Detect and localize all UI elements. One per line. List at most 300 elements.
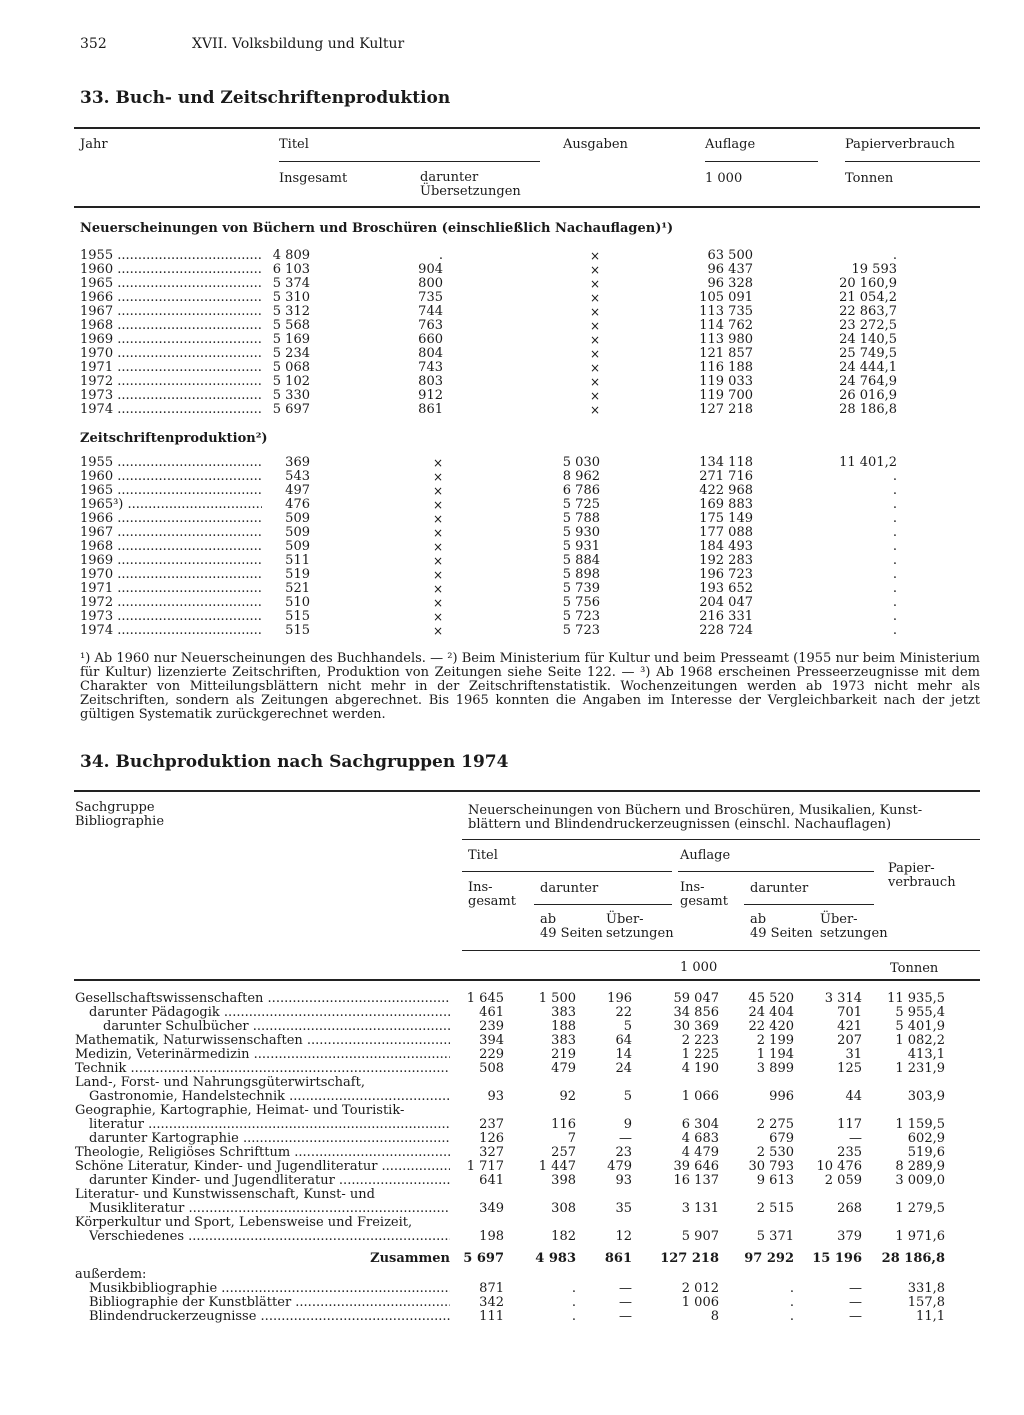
books-cell: 5 374: [272, 276, 310, 291]
row-cell: 35: [615, 1201, 632, 1216]
row-cell: 602,9: [907, 1131, 945, 1146]
unit-tonnen: Tonnen: [845, 171, 894, 186]
header-line: Übersetzungen: [420, 184, 521, 199]
row-label: darunter Kinder- und Jugendliteratur .....: [89, 1174, 450, 1188]
mag-year: 1966 .....: [80, 512, 262, 526]
header-line: ab: [750, 912, 767, 927]
row-cell: —: [849, 1281, 862, 1296]
row-cell: 24: [615, 1061, 632, 1076]
row-cell: 2 012: [681, 1281, 719, 1296]
books-row: [0, 375, 1024, 389]
mag-cell: 192 283: [699, 553, 753, 568]
row-label: Theologie, Religiöses Schrifttum .....: [75, 1146, 450, 1160]
page-number: 352: [80, 36, 107, 52]
books-year: 1969 .....: [80, 333, 262, 347]
row-label: außerdem:: [75, 1267, 147, 1282]
table34-row-head: [0, 1188, 1024, 1202]
row-cell: 1 231,9: [895, 1061, 945, 1076]
table34-row: [0, 1062, 1024, 1076]
books-cell: ×: [589, 263, 600, 277]
mag-cell: 369: [285, 455, 310, 470]
col34-auf-uebersetzungen: [820, 913, 888, 941]
row-cell: —: [619, 1131, 632, 1146]
mag-cell: 519: [285, 567, 310, 582]
mag-cell: 543: [285, 469, 310, 484]
mag-year: 1955 .....: [80, 456, 262, 470]
row-cell: 331,8: [907, 1281, 945, 1296]
table34-row: [0, 1230, 1024, 1244]
row-cell: —: [849, 1295, 862, 1310]
books-cell: 5 312: [272, 304, 310, 319]
table34-row: [0, 1006, 1024, 1020]
books-row: [0, 291, 1024, 305]
mag-cell: 6 786: [562, 483, 600, 498]
books-row: [0, 319, 1024, 333]
header-line: Sachgruppe: [75, 800, 155, 815]
row-label: Gesellschaftswissenschaften .....: [75, 992, 450, 1006]
row-cell: 479: [551, 1061, 576, 1076]
row-cell: 2 059: [824, 1173, 862, 1188]
books-cell: 96 437: [707, 262, 753, 277]
row-cell: 24 404: [748, 1005, 794, 1020]
row-cell: 125: [837, 1061, 862, 1076]
row-cell: 3 009,0: [895, 1173, 945, 1188]
rule: [74, 979, 980, 981]
row-cell: 4 983: [535, 1251, 576, 1266]
row-cell: 64: [615, 1033, 632, 1048]
rule: [279, 161, 540, 162]
row-cell: 871: [479, 1281, 504, 1296]
row-cell: 1 447: [538, 1159, 576, 1174]
mag-cell: .: [892, 525, 897, 540]
header-line: darunter: [420, 170, 479, 185]
mag-year: 1968 .....: [80, 540, 262, 554]
mag-cell: 5 725: [562, 497, 600, 512]
mag-cell: 169 883: [699, 497, 753, 512]
row-cell: 303,9: [907, 1089, 945, 1104]
table34-row-head: [0, 1216, 1024, 1230]
row-cell: 7: [567, 1131, 576, 1146]
books-cell: 20 160,9: [839, 276, 897, 291]
mag-year: 1965³) .....: [80, 498, 262, 512]
books-cell: ×: [589, 389, 600, 403]
row-cell: .: [789, 1309, 794, 1324]
row-cell: 861: [604, 1251, 632, 1266]
mag-cell: 5 898: [562, 567, 600, 582]
row-cell: 126: [479, 1131, 504, 1146]
row-cell: 93: [487, 1089, 504, 1104]
mag-row: [0, 554, 1024, 568]
mag-cell: 509: [285, 511, 310, 526]
books-row: [0, 305, 1024, 319]
books-cell: 735: [418, 290, 443, 305]
col-auflage: Auflage: [705, 137, 756, 152]
row-cell: 1 082,2: [895, 1033, 945, 1048]
table34-row-head: [0, 1104, 1024, 1118]
row-label: Zusammen: [370, 1251, 450, 1266]
row-cell: 508: [479, 1061, 504, 1076]
books-cell: 113 980: [699, 332, 753, 347]
table34-row: [0, 1160, 1024, 1174]
row-cell: .: [571, 1281, 576, 1296]
mag-cell: ×: [432, 596, 443, 610]
row-cell: 3 314: [824, 991, 862, 1006]
books-cell: 5 102: [272, 374, 310, 389]
table34-ausserdem: [0, 1268, 1024, 1282]
mag-row: [0, 526, 1024, 540]
rule: [462, 871, 672, 872]
books-cell: 22 863,7: [839, 304, 897, 319]
books-cell: 743: [418, 360, 443, 375]
mag-cell: 271 716: [699, 469, 753, 484]
row-cell: 268: [837, 1201, 862, 1216]
row-cell: .: [571, 1309, 576, 1324]
row-cell: 34 856: [673, 1005, 719, 1020]
col34-auf-insgesamt: [680, 881, 728, 909]
row-cell: 239: [479, 1019, 504, 1034]
mag-cell: 511: [285, 553, 310, 568]
header-line: setzungen: [606, 926, 674, 941]
mag-cell: 5 723: [562, 609, 600, 624]
books-row: [0, 263, 1024, 277]
row-cell: 641: [479, 1173, 504, 1188]
row-cell: 10 476: [816, 1159, 862, 1174]
mag-cell: .: [892, 469, 897, 484]
row-cell: 2 530: [756, 1145, 794, 1160]
row-cell: 116: [551, 1117, 576, 1132]
row-label: Blindendruckerzeugnisse .....: [89, 1310, 450, 1324]
row-cell: 22 420: [748, 1019, 794, 1034]
mag-cell: 5 030: [562, 455, 600, 470]
books-cell: 803: [418, 374, 443, 389]
table34-row: [0, 1090, 1024, 1104]
row-cell: 8: [710, 1309, 719, 1324]
row-cell: 421: [837, 1019, 862, 1034]
rule: [74, 127, 980, 129]
row-label: Mathematik, Naturwissenschaften .....: [75, 1034, 450, 1048]
header-line: Papier-: [888, 861, 935, 876]
table34-extra-row: [0, 1296, 1024, 1310]
row-cell: 111: [479, 1309, 504, 1324]
books-cell: 21 054,2: [839, 290, 897, 305]
row-cell: 1 159,5: [895, 1117, 945, 1132]
mag-cell: ×: [432, 568, 443, 582]
rule: [705, 161, 818, 162]
rule: [74, 790, 980, 792]
mag-cell: ×: [432, 470, 443, 484]
books-cell: 5 169: [272, 332, 310, 347]
mag-cell: ×: [432, 582, 443, 596]
row-cell: 257: [551, 1145, 576, 1160]
mag-cell: .: [892, 595, 897, 610]
mag-cell: ×: [432, 540, 443, 554]
row-cell: 219: [551, 1047, 576, 1062]
books-cell: ×: [589, 319, 600, 333]
row-cell: 479: [607, 1159, 632, 1174]
row-cell: 383: [551, 1005, 576, 1020]
row-cell: 235: [837, 1145, 862, 1160]
row-label: Technik .....: [75, 1062, 450, 1076]
row-cell: 5: [623, 1089, 632, 1104]
mag-cell: 5 756: [562, 595, 600, 610]
table34-row: [0, 1034, 1024, 1048]
books-cell: 5 697: [272, 402, 310, 417]
books-row: [0, 403, 1024, 417]
row-cell: 5 401,9: [895, 1019, 945, 1034]
books-cell: ×: [589, 277, 600, 291]
row-cell: —: [849, 1131, 862, 1146]
mag-cell: 476: [285, 497, 310, 512]
row-cell: 2 199: [756, 1033, 794, 1048]
row-cell: 1 717: [466, 1159, 504, 1174]
mag-cell: ×: [432, 456, 443, 470]
mag-cell: ×: [432, 624, 443, 638]
row-cell: 30 793: [748, 1159, 794, 1174]
unit34-tonnen: Tonnen: [890, 961, 939, 976]
mag-cell: 204 047: [699, 595, 753, 610]
books-cell: 904: [418, 262, 443, 277]
row-cell: 4 479: [681, 1145, 719, 1160]
row-cell: 22: [615, 1005, 632, 1020]
mag-row: [0, 624, 1024, 638]
table33-footnote: ¹) Ab 1960 nur Neuerscheinungen des Buchhandels. — ²) Beim Ministerium für Kultur und beim Presseamt (1955 nur beim Ministerium für Kultur) lizenzierte Zeitschriften, Produktion von Zeitungen siehe Seite 122. — ³) Ab 1968 erscheinen Presseerzeugnisse mit dem Charakter von Mitteilungsblättern nicht mehr in der Zeitschriftenstatistik. Wochenzeitungen werden ab 1973 nicht mehr als Zeitschriften, sondern als Zeitungen abgerechnet. Bis 1965 konnten die Angaben im Interesse der Vergleichbarkeit nach der jetzt gültigen Systematik zurückgerechnet werden.: [80, 651, 980, 722]
books-subheader: Neuerscheinungen von Büchern und Broschüren (einschließlich Nachauflagen)¹): [80, 221, 674, 236]
page-header: [80, 36, 404, 52]
row-label: darunter Schulbücher .....: [103, 1020, 450, 1034]
row-label: Bibliographie der Kunstblätter .....: [89, 1296, 450, 1310]
row-cell: 4 190: [681, 1061, 719, 1076]
mag-year: 1969 .....: [80, 554, 262, 568]
books-cell: 24 140,5: [839, 332, 897, 347]
mag-cell: .: [892, 553, 897, 568]
row-cell: 198: [479, 1229, 504, 1244]
books-cell: ×: [589, 347, 600, 361]
mag-year: 1972 .....: [80, 596, 262, 610]
mag-row: [0, 596, 1024, 610]
mag-cell: 497: [285, 483, 310, 498]
books-year: 1971 .....: [80, 361, 262, 375]
books-cell: ×: [589, 403, 600, 417]
header-line: ab: [540, 912, 557, 927]
mag-cell: ×: [432, 554, 443, 568]
books-cell: 4 809: [272, 248, 310, 263]
col-jahr: Jahr: [80, 137, 108, 152]
mag-cell: .: [892, 567, 897, 582]
mag-year: 1974 .....: [80, 624, 262, 638]
books-cell: 800: [418, 276, 443, 291]
rule: [74, 206, 980, 208]
row-cell: 2 515: [756, 1201, 794, 1216]
row-cell: 11,1: [916, 1309, 945, 1324]
books-year: 1965 .....: [80, 277, 262, 291]
books-cell: .: [892, 248, 897, 263]
books-year: 1955 .....: [80, 249, 262, 263]
table34-row: [0, 1132, 1024, 1146]
books-cell: 5 234: [272, 346, 310, 361]
row-cell: 8 289,9: [895, 1159, 945, 1174]
row-cell: 1 006: [681, 1295, 719, 1310]
rule: [678, 871, 874, 872]
header-line: Neuerscheinungen von Büchern und Broschüren, Musikalien, Kunst-: [468, 803, 923, 818]
row-cell: —: [849, 1309, 862, 1324]
row-label: literatur .....: [89, 1118, 450, 1132]
row-cell: 1 645: [466, 991, 504, 1006]
mag-cell: 5 884: [562, 553, 600, 568]
row-cell: 1 971,6: [895, 1229, 945, 1244]
row-cell: 127 218: [660, 1251, 719, 1266]
row-cell: 5: [623, 1019, 632, 1034]
table34-title: 34. Buchproduktion nach Sachgruppen 1974: [80, 752, 509, 772]
mag-cell: .: [892, 539, 897, 554]
books-year: 1968 .....: [80, 319, 262, 333]
mag-cell: 509: [285, 525, 310, 540]
mag-cell: 8 962: [562, 469, 600, 484]
mag-cell: 5 739: [562, 581, 600, 596]
row-cell: 117: [837, 1117, 862, 1132]
books-cell: 25 749,5: [839, 346, 897, 361]
books-row: [0, 389, 1024, 403]
row-cell: 3 899: [756, 1061, 794, 1076]
row-cell: 196: [607, 991, 632, 1006]
row-label: Musikliteratur .....: [89, 1202, 450, 1216]
row-cell: 379: [837, 1229, 862, 1244]
mag-cell: 216 331: [699, 609, 753, 624]
col34-auflage: Auflage: [680, 848, 731, 863]
books-row: [0, 277, 1024, 291]
books-year: 1970 .....: [80, 347, 262, 361]
row-label: Verschiedenes .....: [89, 1230, 450, 1244]
row-cell: 9: [623, 1117, 632, 1132]
row-cell: —: [619, 1309, 632, 1324]
header-line: 49 Seiten: [540, 926, 603, 941]
header-line: Über-: [606, 912, 644, 927]
row-cell: 5 697: [463, 1251, 504, 1266]
mag-cell: 193 652: [699, 581, 753, 596]
col34-darunter: darunter: [540, 881, 599, 896]
mag-cell: 228 724: [699, 623, 753, 638]
row-cell: 394: [479, 1033, 504, 1048]
mag-row: [0, 470, 1024, 484]
books-cell: 121 857: [699, 346, 753, 361]
mag-cell: .: [892, 609, 897, 624]
row-cell: 12: [615, 1229, 632, 1244]
row-cell: 327: [479, 1145, 504, 1160]
mag-cell: 11 401,2: [839, 455, 897, 470]
row-label: Geographie, Kartographie, Heimat- und Touristik-: [75, 1103, 405, 1118]
mag-cell: .: [892, 581, 897, 596]
mag-cell: .: [892, 483, 897, 498]
books-cell: 19 593: [851, 262, 897, 277]
col34-auf-ab49: [750, 913, 813, 941]
books-cell: 763: [418, 318, 443, 333]
table34-row: [0, 1174, 1024, 1188]
row-cell: 16 137: [673, 1173, 719, 1188]
row-cell: 229: [479, 1047, 504, 1062]
table34-row: [0, 1118, 1024, 1132]
col-ausgaben: Ausgaben: [563, 137, 628, 152]
row-label: darunter Pädagogik .....: [89, 1006, 450, 1020]
row-cell: 461: [479, 1005, 504, 1020]
mag-cell: ×: [432, 498, 443, 512]
col34-ab49: [540, 913, 603, 941]
chapter-title: XVII. Volksbildung und Kultur: [192, 36, 405, 52]
row-cell: 188: [551, 1019, 576, 1034]
mag-cell: 422 968: [699, 483, 753, 498]
books-cell: 119 033: [699, 374, 753, 389]
books-cell: 804: [418, 346, 443, 361]
row-cell: 237: [479, 1117, 504, 1132]
table34-row: [0, 1146, 1024, 1160]
header-line: setzungen: [820, 926, 888, 941]
mag-cell: 196 723: [699, 567, 753, 582]
mag-cell: 134 118: [699, 455, 753, 470]
books-cell: 63 500: [707, 248, 753, 263]
row-cell: 28 186,8: [881, 1251, 945, 1266]
row-cell: 6 304: [681, 1117, 719, 1132]
col-sachgruppe: [75, 801, 164, 829]
row-cell: 383: [551, 1033, 576, 1048]
books-cell: 660: [418, 332, 443, 347]
mag-cell: 5 723: [562, 623, 600, 638]
books-cell: ×: [589, 305, 600, 319]
mag-cell: ×: [432, 484, 443, 498]
books-year: 1974 .....: [80, 403, 262, 417]
row-cell: 1 279,5: [895, 1201, 945, 1216]
books-row: [0, 347, 1024, 361]
mag-cell: 510: [285, 595, 310, 610]
rule: [744, 904, 874, 905]
unit34-1000: 1 000: [680, 960, 718, 975]
row-cell: 45 520: [748, 991, 794, 1006]
mag-row: [0, 512, 1024, 526]
books-year: 1967 .....: [80, 305, 262, 319]
mag-row: [0, 498, 1024, 512]
books-cell: 861: [418, 402, 443, 417]
row-cell: .: [789, 1281, 794, 1296]
row-label: Land-, Forst- und Nahrungsgüterwirtschaft,: [75, 1075, 365, 1090]
mag-year: 1960 .....: [80, 470, 262, 484]
header-line: gesamt: [680, 894, 728, 909]
row-cell: .: [571, 1295, 576, 1310]
row-cell: 15 196: [812, 1251, 862, 1266]
row-cell: 92: [559, 1089, 576, 1104]
mag-row: [0, 568, 1024, 582]
table34-body: [0, 992, 1024, 1332]
row-cell: 342: [479, 1295, 504, 1310]
books-cell: 5 330: [272, 388, 310, 403]
header-line: Bibliographie: [75, 814, 165, 829]
mag-row: [0, 582, 1024, 596]
row-cell: 996: [769, 1089, 794, 1104]
row-cell: 679: [769, 1131, 794, 1146]
magazines-subheader: Zeitschriftenproduktion²): [80, 431, 268, 446]
books-cell: 105 091: [699, 290, 753, 305]
mag-year: 1967 .....: [80, 526, 262, 540]
row-cell: 3 131: [681, 1201, 719, 1216]
mag-year: 1971 .....: [80, 582, 262, 596]
header-line: 49 Seiten: [750, 926, 813, 941]
row-cell: 701: [837, 1005, 862, 1020]
mag-row: [0, 610, 1024, 624]
col34-titel: Titel: [468, 848, 498, 863]
mag-cell: ×: [432, 526, 443, 540]
books-cell: 5 068: [272, 360, 310, 375]
row-cell: 93: [615, 1173, 632, 1188]
mag-cell: 515: [285, 623, 310, 638]
row-cell: 157,8: [907, 1295, 945, 1310]
books-table-body: [0, 249, 1024, 419]
books-cell: 26 016,9: [839, 388, 897, 403]
